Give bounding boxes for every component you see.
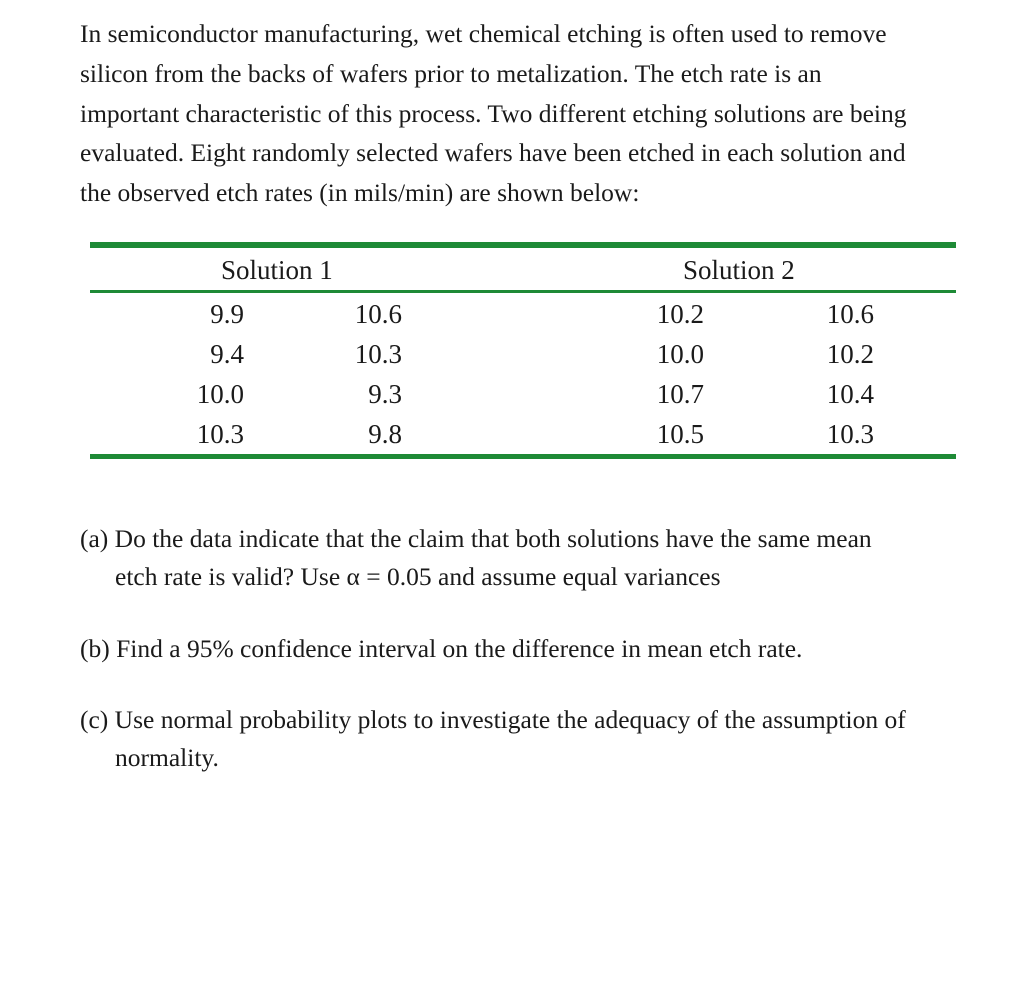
column-header-solution-1: Solution 1 [221,255,333,285]
problem-statement [80,14,1010,213]
etch-rate-table [90,242,956,460]
table-cell: 10.0 [196,379,244,409]
table-cell: 10.3 [826,419,874,449]
table-cell: 10.3 [354,339,402,369]
question-c-line: normality. [115,743,219,772]
table-cell: 9.4 [210,339,244,369]
table-cell: 10.3 [196,419,244,449]
problem-statement-line: important characteristic of this process. Two different etching solutions are being [80,98,907,128]
table-cell: 9.8 [368,419,402,449]
question-a-line: (a) Do the data indicate that the claim that both solutions have the same mean [80,524,872,553]
table-cell: 10.2 [826,339,874,369]
question-b [80,630,1010,668]
table-cell: 9.9 [210,299,244,329]
table-top-rule [90,242,956,248]
table-header-rule [90,290,956,293]
table-cell: 10.6 [826,299,874,329]
problem-statement-line: evaluated. Eight randomly selected wafers have been etched in each solution and [80,138,906,168]
table-cell: 10.0 [656,339,704,369]
table-cell: 10.4 [826,379,874,409]
question-b-line: (b) Find a 95% confidence interval on the difference in mean etch rate. [80,634,803,663]
problem-statement-line: the observed etch rates (in mils/min) are shown below: [80,178,640,208]
table-cell: 9.3 [368,379,402,409]
question-a-line: etch rate is valid? Use α = 0.05 and assume equal variances [115,562,721,591]
column-header-solution-2: Solution 2 [683,255,795,285]
problem-statement-line: In semiconductor manufacturing, wet chemical etching is often used to remove [80,19,887,48]
table-bottom-rule [90,454,956,459]
question-a [80,520,1010,596]
table-cell: 10.7 [656,379,704,409]
problem-statement-line: silicon from the backs of wafers prior to metalization. The etch rate is an [80,58,822,88]
question-c-line: (c) Use normal probability plots to investigate the adequacy of the assumption of [80,705,906,734]
table-cell: 10.5 [656,419,704,449]
table-cell: 10.6 [354,299,402,329]
table-cell: 10.2 [656,299,704,329]
question-c [80,701,1010,777]
